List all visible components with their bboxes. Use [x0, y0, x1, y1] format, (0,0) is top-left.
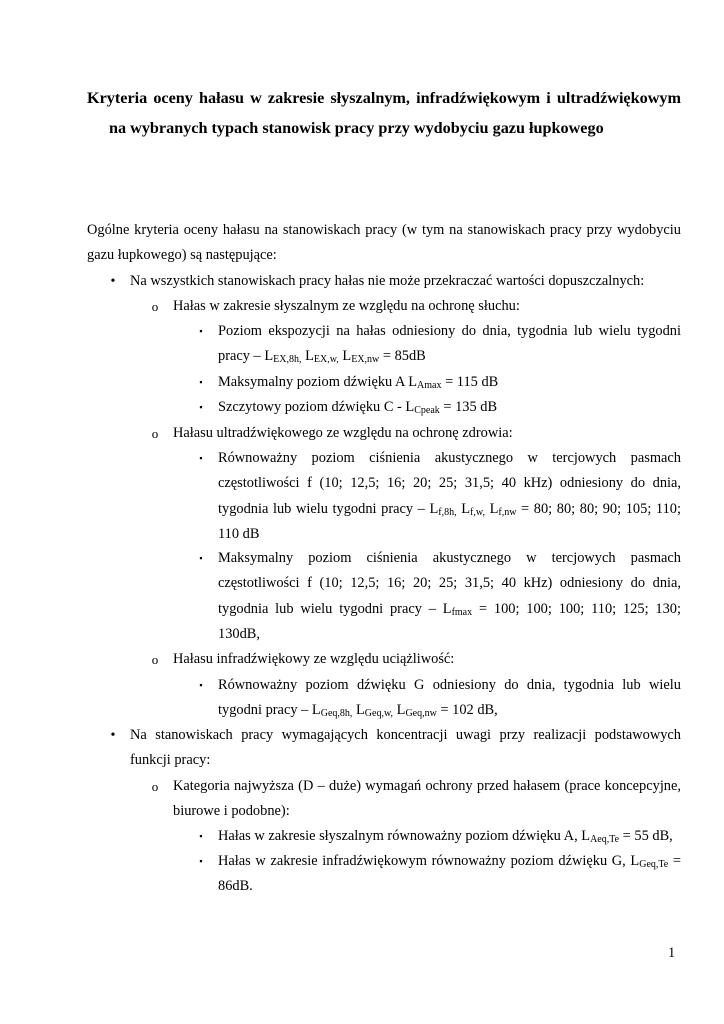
list-item-text: Hałasu ultradźwiękowego ze względu na ochronę zdrowia:: [173, 425, 513, 441]
bullet-marker: o: [151, 299, 159, 314]
bullet-marker: ▪: [199, 680, 203, 690]
bullet-marker: ▪: [199, 553, 203, 563]
bullet-marker: o: [151, 652, 159, 667]
bullet-marker: o: [151, 779, 159, 794]
list-item-text: Równoważny poziom ciśnienia akustycznego w tercjowych pasmach częstotliwości f (10; 12,5; 16; 20; 25; 31,5; 40 kHz) odniesiony do dnia, tygodnia lub wielu tygodni pracy – $L_{f,8h,}$ $L_{f,w,}$ $L_{f,nw} = 80$; 80; 80; 90; 105; 110; 110 dB: [218, 450, 681, 543]
list-item-text: Hałas w zakresie infradźwiękowym równoważny poziom dźwięku G, $L_{Geq,Te} = 86dB$.: [218, 853, 681, 895]
list-item-text: Hałas w zakresie słyszalnym równoważny poziom dźwięku A, $L_{Aeq,Te} = 55$ dB,: [218, 828, 673, 845]
document-title: Kryteria oceny hałasu w zakresie słyszalnym, infradźwiękowym i ultradźwiękowym na wybranych typach stanowisk pracy przy wydobyciu gazu łupkowego: [87, 89, 681, 137]
bullet-marker: ▪: [199, 377, 203, 387]
bullet-marker: ▪: [199, 831, 203, 841]
bullet-marker: ▪: [199, 402, 203, 412]
bullet-marker: •: [110, 728, 116, 743]
list-item-text: Równoważny poziom dźwięku G odniesiony do dnia, tygodnia lub wielu tygodni pracy – $L_{Geq,8h,}$ $L_{Geq,w,}$ $L_{Geq,nw} = 102$ dB,: [218, 677, 681, 720]
list-item-text: Szczytowy poziom dźwięku $C - L_{Cpeak} = 135$ dB: [218, 399, 498, 416]
list-item-text: Hałasu infradźwiękowy ze względu uciążliwość:: [173, 651, 455, 667]
list-item-text: Na stanowiskach pracy wymagających koncentracji uwagi przy realizacji podstawowych funkcji pracy:: [130, 727, 681, 769]
bullet-marker: ▪: [199, 856, 203, 866]
list-item-text: Maksymalny poziom ciśnienia akustycznego w tercjowych pasmach częstotliwości f (10; 12,5; 16; 20; 25; 31,5; 40 kHz) odniesiony do dnia, tygodnia lub wielu tygodni pracy – $L_{fmax} = 100$; 100; 100; 110; 125; 130; 130dB,: [218, 550, 681, 643]
bullet-marker: ▪: [199, 326, 203, 336]
list-item-text: Na wszystkich stanowiskach pracy hałas nie może przekraczać wartości dopuszczalnych:: [130, 273, 645, 289]
list-item-text: Poziom ekspozycji na hałas odniesiony do dnia, tygodnia lub wielu tygodni pracy – $L_{EX,8h,}$ $L_{EX,w,}$ $L_{EX,nw} = 85dB$: [218, 323, 681, 366]
list-item-text: Hałas w zakresie słyszalnym ze względu na ochronę słuchu:: [173, 298, 520, 314]
bullet-marker: o: [151, 426, 159, 441]
bullet-marker: ▪: [199, 453, 203, 463]
intro-paragraph: Ogólne kryteria oceny hałasu na stanowiskach pracy (w tym na stanowiskach pracy przy wydobyciu gazu łupkowego) są następujące:: [87, 222, 681, 264]
list-item-text: Maksymalny poziom dźwięku A $L_{Amax} = 115$ dB: [218, 374, 499, 391]
bullet-marker: •: [110, 274, 116, 289]
list-item-text: Kategoria najwyższa (D – duże) wymagań ochrony przed hałasem (prace koncepcyjne, biurowe i podobne):: [173, 778, 681, 820]
page-number: 1: [668, 945, 676, 961]
